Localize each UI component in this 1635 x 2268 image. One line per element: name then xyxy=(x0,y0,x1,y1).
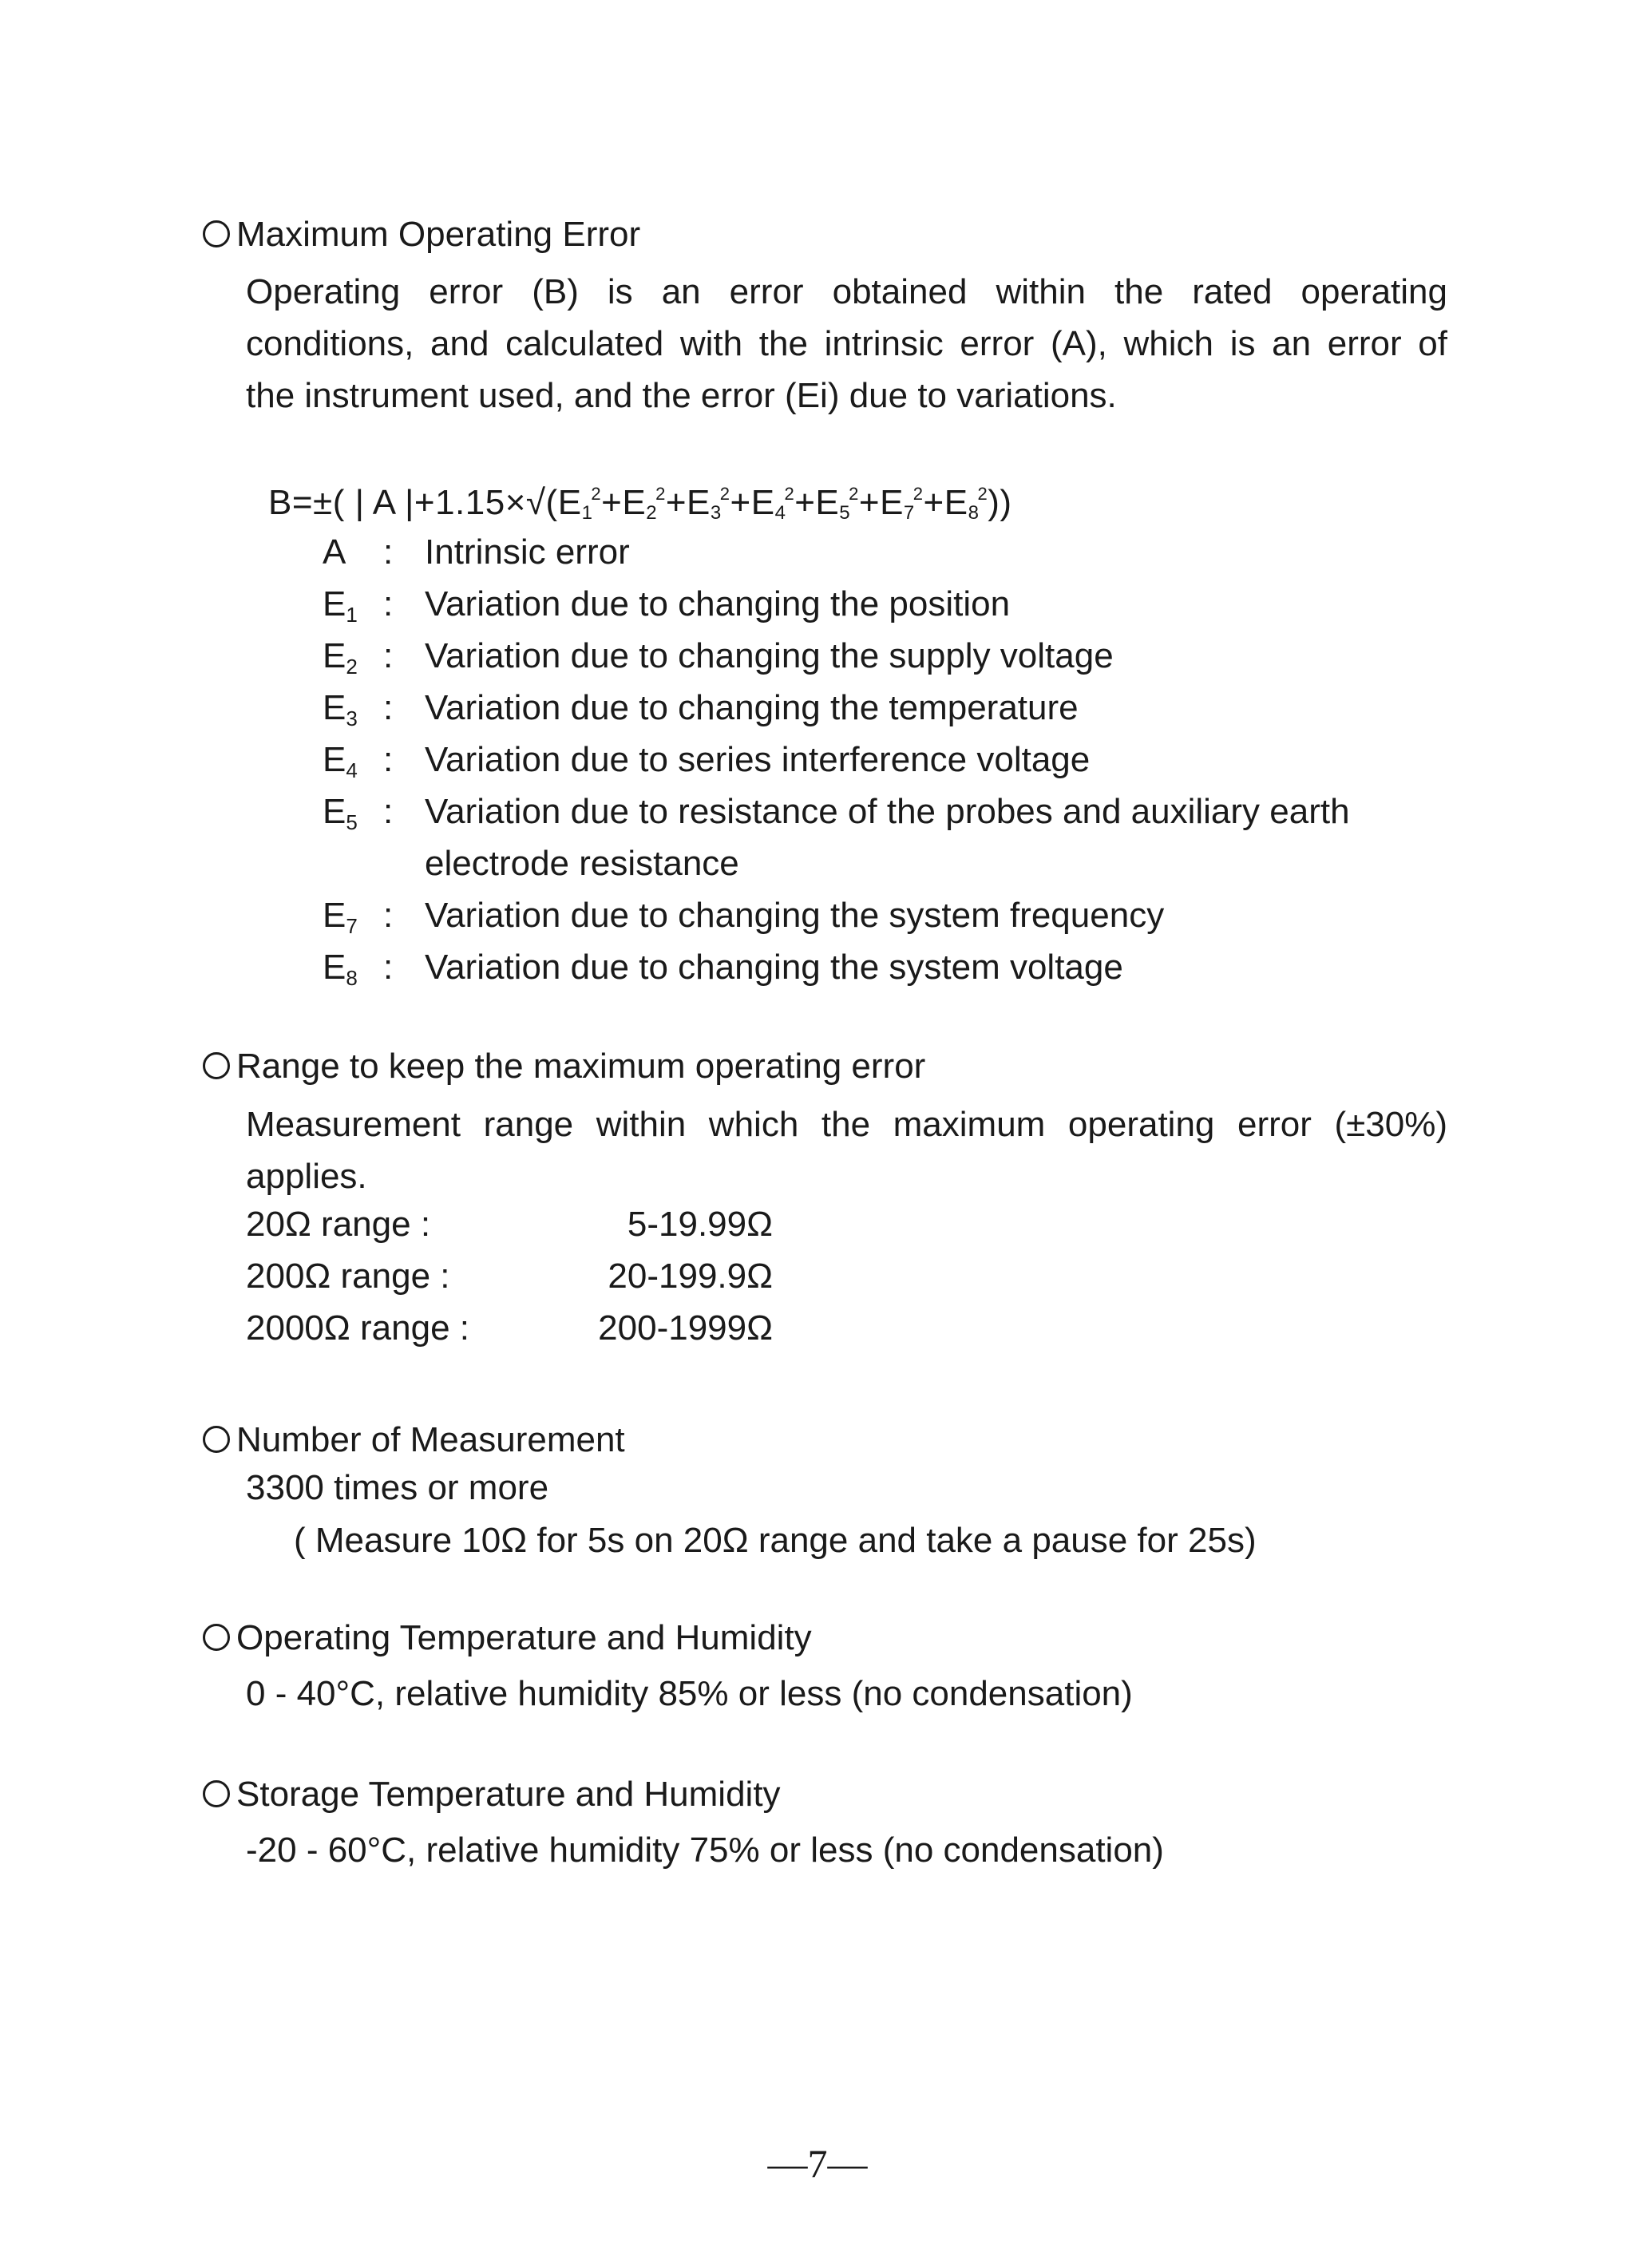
definition-colon: : xyxy=(383,948,394,987)
operating-temperature-value: 0 - 40°C, relative humidity 85% or less (no condensation) xyxy=(246,1674,1133,1713)
circle-bullet-icon xyxy=(203,220,230,247)
definition-symbol: $E_2$ xyxy=(323,636,358,679)
heading-max-operating-error xyxy=(203,214,640,256)
heading-storage-temperature xyxy=(203,1774,781,1816)
paragraph-line: applies. xyxy=(246,1157,367,1196)
formula-plus: + xyxy=(794,483,816,522)
formula-terms xyxy=(558,483,988,522)
definition-symbol: $E_7$ xyxy=(323,896,358,938)
circle-bullet-icon xyxy=(203,1780,230,1807)
definition-colon: : xyxy=(383,584,394,623)
definition-text: electrode resistance xyxy=(425,844,739,883)
definition-colon: : xyxy=(383,636,394,675)
formula-plus: + xyxy=(923,483,944,522)
definition-text: Variation due to changing the position xyxy=(425,584,1011,623)
definition-symbol: $E_4$ xyxy=(323,740,358,782)
paragraph-line: Measurement range within which the maximum operating error (±30%) xyxy=(246,1105,1447,1144)
paragraph-line: Operating error (B) is an error obtained within the rated operating xyxy=(246,272,1447,311)
definition-colon: : xyxy=(383,896,394,935)
definition-colon: : xyxy=(383,792,394,831)
range-label: 20Ω range : xyxy=(246,1205,431,1244)
formula-plus: + xyxy=(601,483,623,522)
formula-term: $E_1^2$ xyxy=(557,483,602,524)
measurement-count: 3300 times or more xyxy=(246,1468,549,1507)
heading-range xyxy=(203,1046,925,1088)
paragraph-line: conditions, and calculated with the intrinsic error (A), which is an error of xyxy=(246,324,1447,363)
max-error-paragraph xyxy=(246,266,1447,422)
heading-text: Operating Temperature and Humidity xyxy=(236,1618,812,1657)
circle-bullet-icon xyxy=(203,1624,230,1651)
page-number: —7— xyxy=(767,2141,868,2186)
formula-term: $E_2^2$ xyxy=(622,483,666,524)
definition-text: Variation due to changing the system frequency xyxy=(425,896,1165,935)
formula-plus: + xyxy=(730,483,751,522)
heading-text: Storage Temperature and Humidity xyxy=(236,1775,781,1814)
definition-text: Intrinsic error xyxy=(425,532,630,572)
definition-text: Variation due to series interference voltage xyxy=(425,740,1091,779)
operating-error-formula xyxy=(268,482,1012,525)
paragraph-line: the instrument used, and the error (Ei) due to variations. xyxy=(246,376,1117,415)
definition-colon: : xyxy=(383,740,394,779)
circle-bullet-icon xyxy=(203,1426,230,1453)
definition-text: Variation due to changing the system voltage xyxy=(425,948,1123,987)
circle-bullet-icon xyxy=(203,1052,230,1079)
range-value: 5-19.99Ω xyxy=(627,1205,773,1244)
measurement-condition: ( Measure 10Ω for 5s on 20Ω range and take a pause for 25s) xyxy=(294,1521,1257,1560)
formula-term: $E_7^2$ xyxy=(880,483,924,524)
definition-symbol: $E_8$ xyxy=(323,948,358,990)
range-paragraph xyxy=(246,1098,1447,1202)
formula-plus: + xyxy=(665,483,687,522)
range-label: 2000Ω range : xyxy=(246,1308,469,1348)
range-label: 200Ω range : xyxy=(246,1257,450,1296)
heading-text: Number of Measurement xyxy=(236,1420,625,1459)
heading-text: Range to keep the maximum operating error xyxy=(236,1047,926,1086)
formula-suffix: )) xyxy=(988,483,1012,522)
definition-symbol: A xyxy=(323,532,346,572)
definition-text: Variation due to resistance of the probes and auxiliary earth xyxy=(425,792,1350,831)
definition-text: Variation due to changing the temperature xyxy=(425,688,1079,727)
range-value: 20-199.9Ω xyxy=(608,1257,773,1296)
formula-term: $E_5^2$ xyxy=(815,483,859,524)
definition-symbol: $E_5$ xyxy=(323,792,358,834)
range-value: 200-1999Ω xyxy=(598,1308,773,1348)
formula-prefix: B=±( | A |+1.15×√( xyxy=(268,483,558,522)
heading-text: Maximum Operating Error xyxy=(236,215,641,254)
formula-term: $E_8^2$ xyxy=(944,483,988,524)
heading-operating-temperature xyxy=(203,1617,812,1660)
formula-term: $E_3^2$ xyxy=(687,483,730,524)
definition-colon: : xyxy=(383,532,394,572)
definition-colon: : xyxy=(383,688,394,727)
storage-temperature-value: -20 - 60°C, relative humidity 75% or less (no condensation) xyxy=(246,1831,1164,1870)
definition-text: Variation due to changing the supply voltage xyxy=(425,636,1114,675)
definition-symbol: $E_3$ xyxy=(323,688,358,730)
definition-symbol: $E_1$ xyxy=(323,584,358,627)
heading-number-of-measurement xyxy=(203,1419,625,1462)
formula-plus: + xyxy=(858,483,881,522)
formula-term: $E_4^2$ xyxy=(750,483,795,524)
